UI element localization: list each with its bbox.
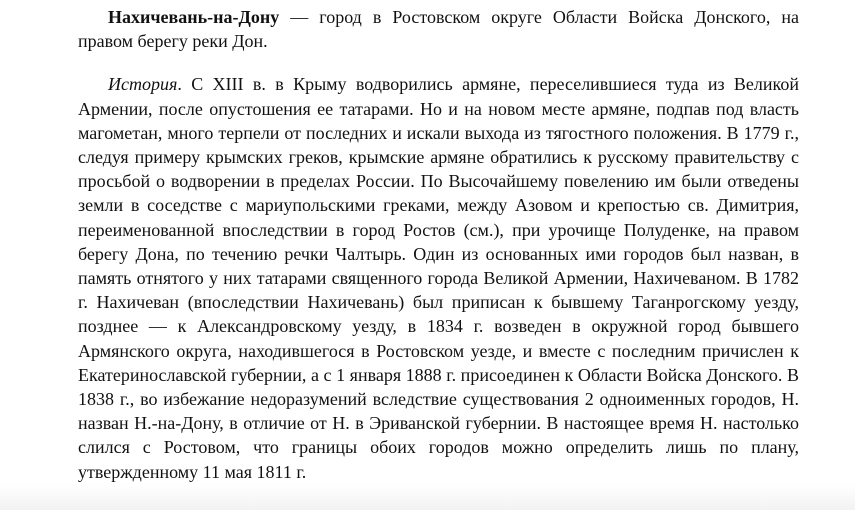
article-term: Нахичевань-на-Дону xyxy=(108,7,280,27)
history-text: . С XIII в. в Крыму водворились армяне, переселившиеся туда из Великой Армении, после опустошения ее татарами. Но и на новом месте армяне, подпав под власть магометан, много терпели от последних и искали выхода из тягостного положения. В 1779 г., следуя примеру крымских греков, крымские армяне обратились к русскому правительству с просьбой о водворении в пределах России. По Высочайшему повелению им были отведены земли в соседстве с мариупольскими греками, между Азовом и крепостью св. Димитрия, переименованной впоследствии в город Ростов (см.), при урочище Полуденке, на правом берегу Дона, по течению речки Чалтырь. Один из основанных ими городов был назван, в память отнятого у них татарами священного города Великой Армении, Нахичеваном. В 1782 г. Нахичеван (впоследствии Нахичевань) был приписан к бывшему Таганрогскому уезду, позднее — к Александровскому уезду, в 1834 г. возведен в окружной город бывшего Армянского округа, находившегося в Ростовском уезде, и вместе с последним причислен к Екатеринославской губернии, а с 1 января 1888 г. присоединен к Области Войска Донского. В 1838 г., во избежание недоразумений вследствие существования 2 одноименных городов, Н. назван Н.-на-Дону, в отличие от Н. в Эриванской губернии. В настоящее время Н. настолько слился с Ростовом, что границы обоих городов можно определить лишь по плану, утвержденному 11 мая 1811 г. xyxy=(78,74,799,482)
history-heading: История xyxy=(108,74,178,95)
article-definition: — город в Ростовском округе Области Войска Донского, на правом берегу реки Дон. xyxy=(78,7,799,52)
definition-paragraph xyxy=(78,5,799,53)
bottom-shadow xyxy=(0,484,855,510)
history-paragraph xyxy=(78,72,799,483)
article-body xyxy=(78,5,799,484)
